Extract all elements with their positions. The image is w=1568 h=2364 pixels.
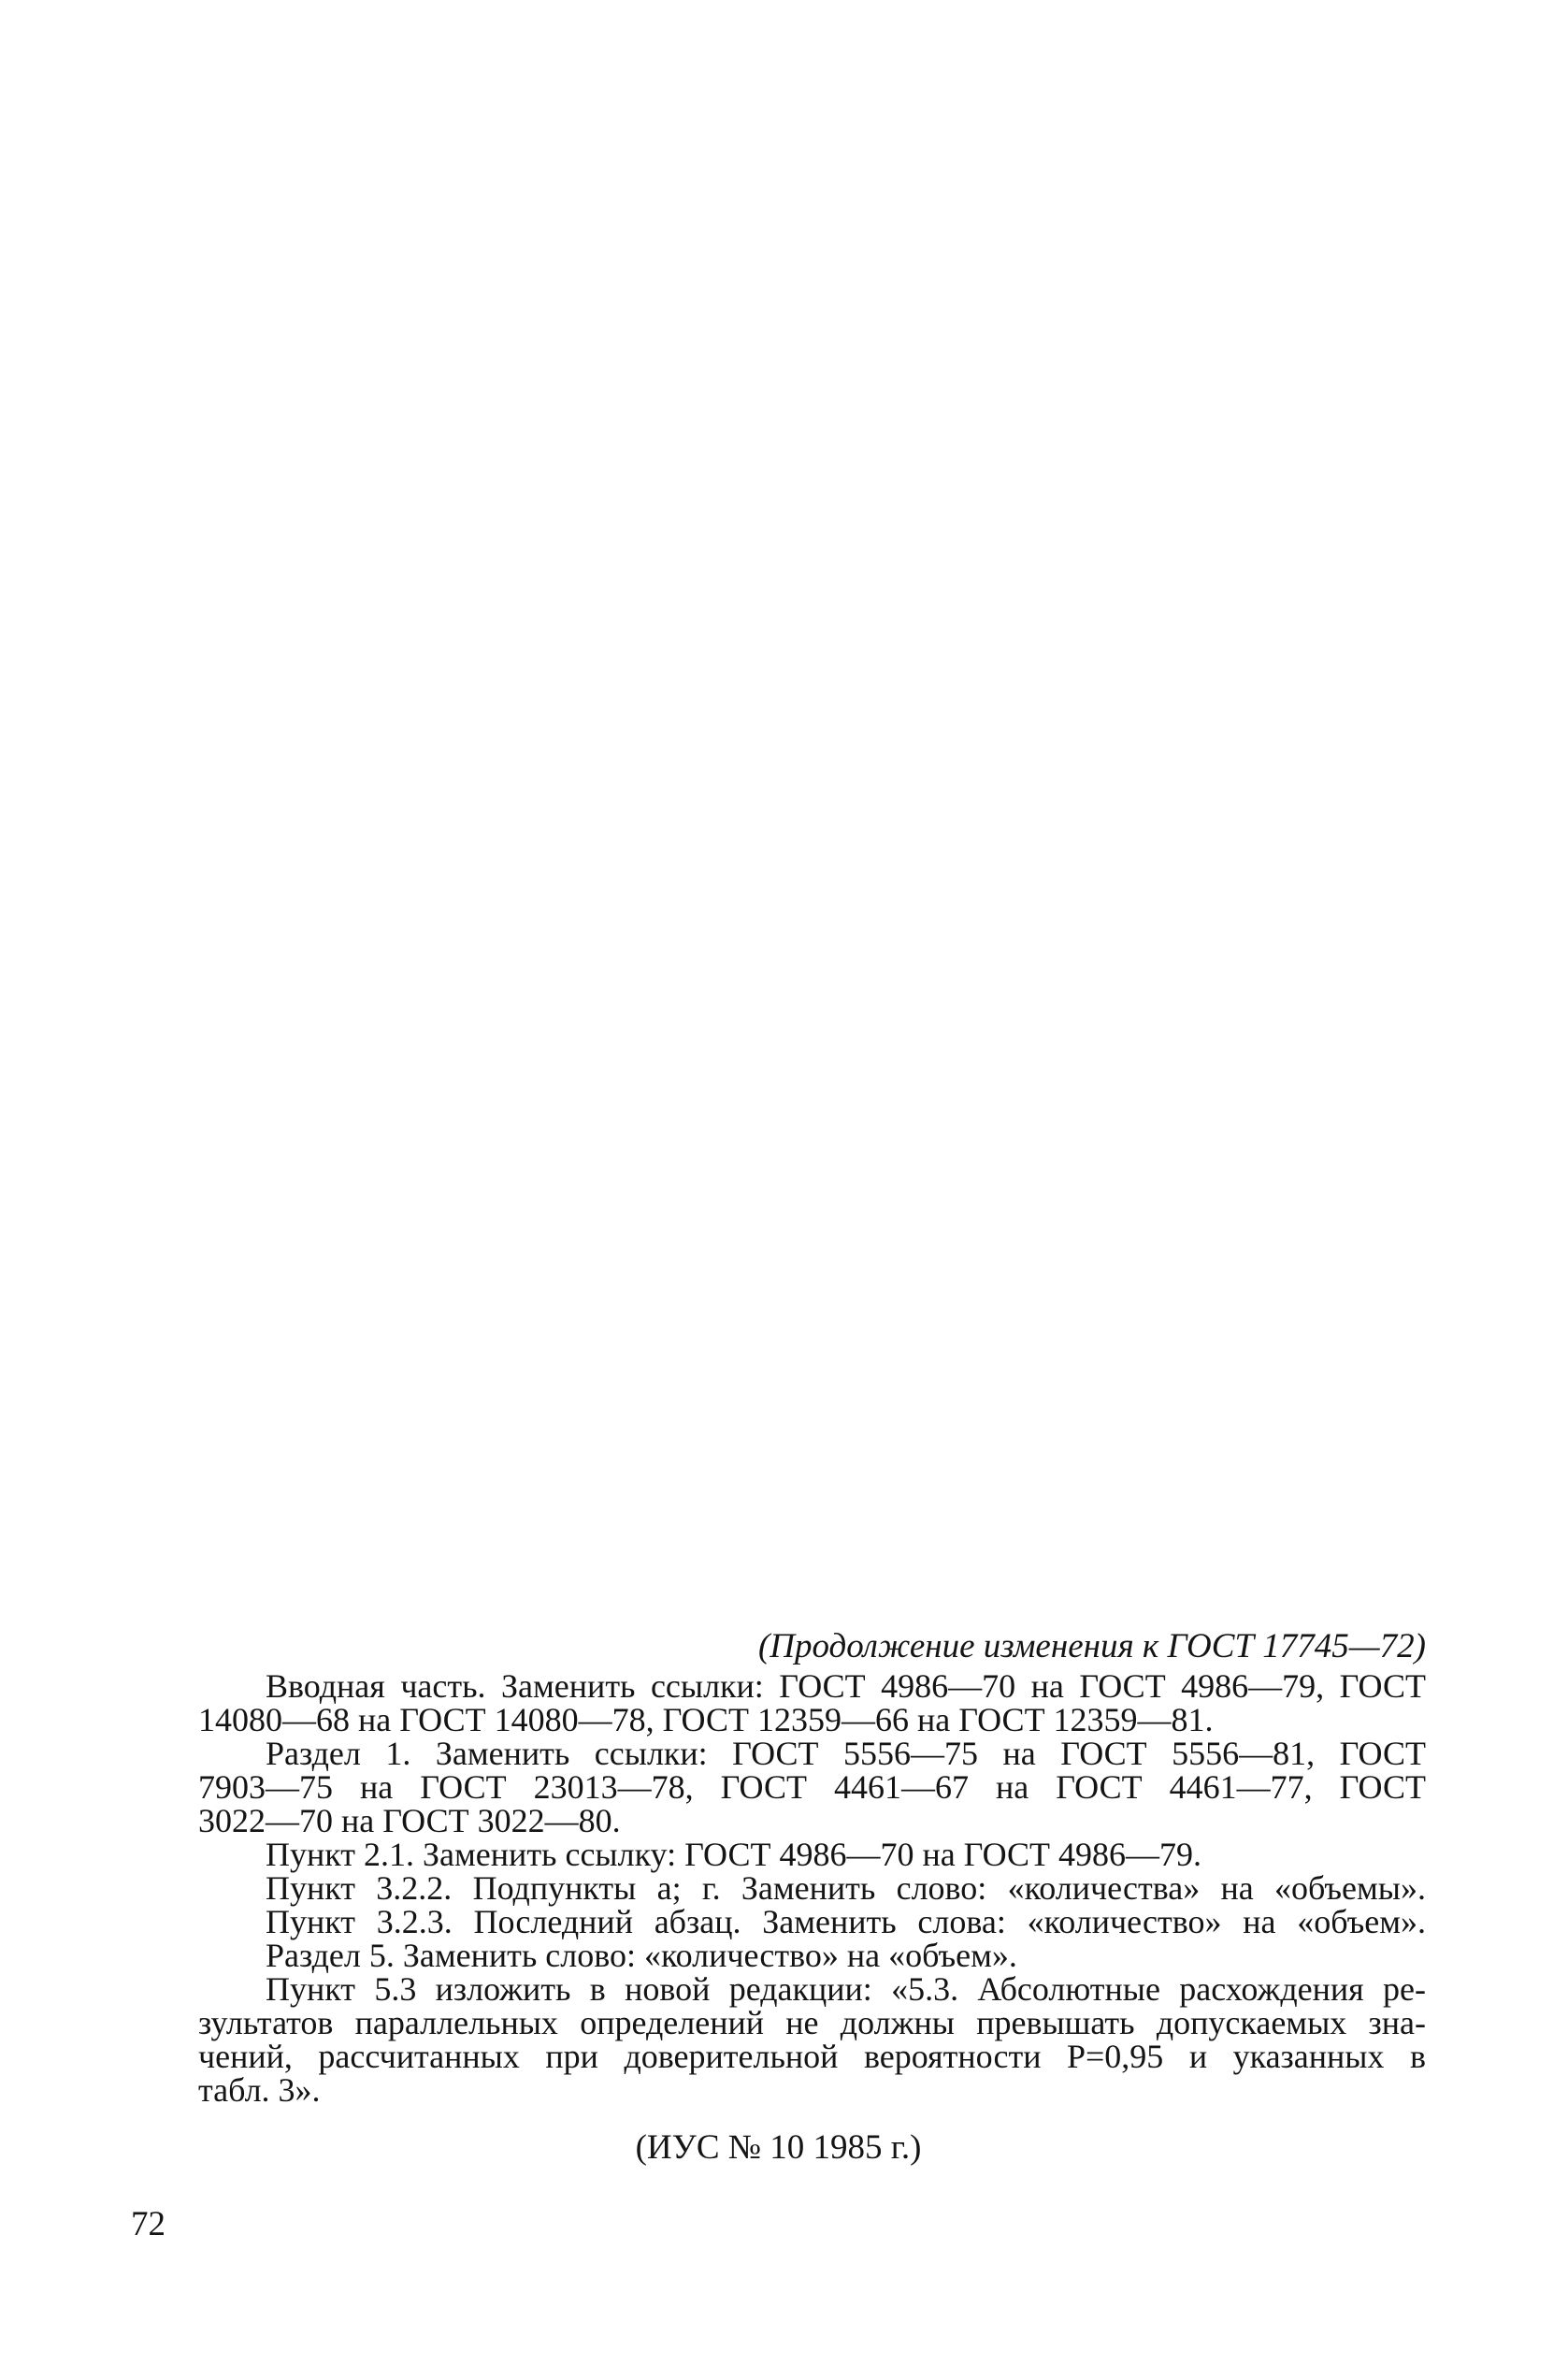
continuation-heading: (Продолжение изменения к ГОСТ 17745—72) [757, 1627, 1426, 1665]
text-line: зультатов параллельных определений не должны превышать допускаемых зна- [198, 2004, 1426, 2041]
text-line: 3022—70 на ГОСТ 3022—80. [198, 1802, 621, 1839]
paragraph-intro [131, 1669, 1426, 1737]
text-line: 14080—68 на ГОСТ 14080—78, ГОСТ 12359—66 на ГОСТ 12359—81. [198, 1701, 1214, 1738]
text-line: Раздел 1. Заменить ссылки: ГОСТ 5556—75 на ГОСТ 5556—81, ГОСТ [266, 1735, 1426, 1772]
paragraph-item-3-2-2 [131, 1871, 1426, 1905]
text-line: чений, рассчитанных при доверительной вероятности Р=0,95 и указанных в [198, 2038, 1426, 2075]
paragraph-item-3-2-3 [131, 1905, 1426, 1939]
text-line: Раздел 5. Заменить слово: «количество» на «объем». [266, 1937, 1017, 1974]
text-line: Пункт 2.1. Заменить ссылку: ГОСТ 4986—70 на ГОСТ 4986—79. [266, 1836, 1202, 1873]
paragraph-section-5 [131, 1939, 1426, 1972]
publication-source: (ИУС № 10 1985 г.) [635, 2128, 922, 2167]
page-number: 72 [131, 2205, 165, 2243]
paragraph-item-5-3 [131, 1972, 1426, 2107]
text-line: табл. 3». [198, 2071, 321, 2109]
text-line: Пункт 5.3 изложить в новой редакции: «5.3. Абсолютные расхождения ре- [266, 1970, 1426, 2008]
paragraph-item-2-1 [131, 1838, 1426, 1871]
text-line: Пункт 3.2.3. Последний абзац. Заменить слова: «количество» на «объем». [266, 1903, 1426, 1940]
amendment-text-block [131, 1627, 1426, 2167]
text-line: Пункт 3.2.2. Подпункты а; г. Заменить слово: «количества» на «объемы». [266, 1869, 1426, 1907]
paragraph-section-1 [131, 1737, 1426, 1838]
text-line: Вводная часть. Заменить ссылки: ГОСТ 4986—70 на ГОСТ 4986—79, ГОСТ [266, 1667, 1426, 1705]
text-line: 7903—75 на ГОСТ 23013—78, ГОСТ 4461—67 на ГОСТ 4461—77, ГОСТ [198, 1768, 1426, 1806]
